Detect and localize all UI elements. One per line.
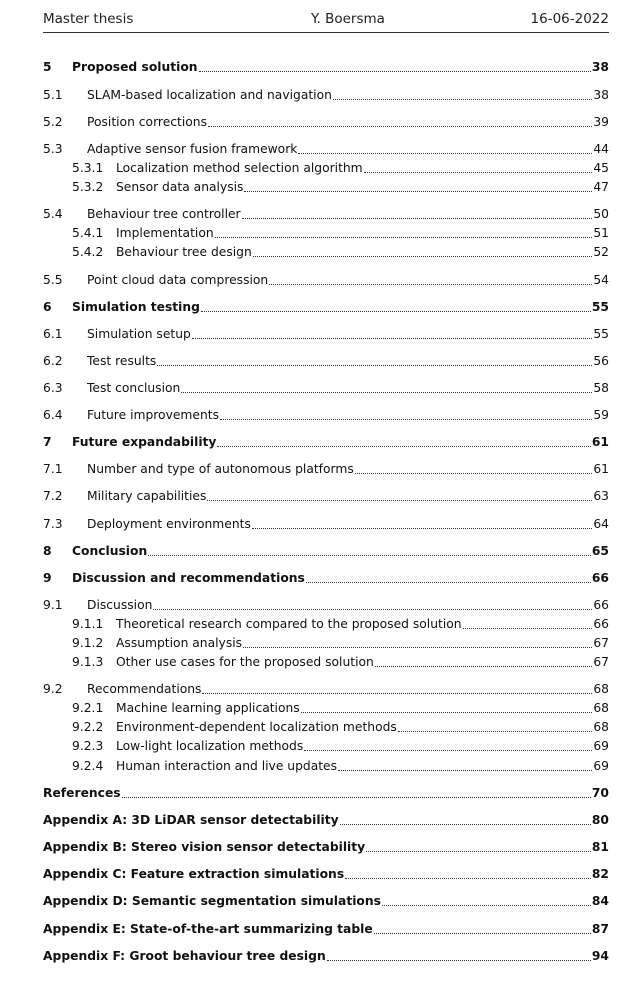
toc-entry-page: 38 xyxy=(593,88,609,102)
toc-entry-title: Other use cases for the proposed solution xyxy=(116,655,374,669)
toc-entry-page: 84 xyxy=(591,894,609,908)
toc-entry-number: 9.2.4 xyxy=(72,759,104,773)
toc-entry-number: 6.4 xyxy=(43,408,63,422)
toc-entry-title: Appendix C: Feature extraction simulations xyxy=(43,867,345,881)
toc-entry-title: Future expandability xyxy=(72,435,217,449)
toc-entry-title: Point cloud data compression xyxy=(87,273,269,287)
toc-entry-title: SLAM-based localization and navigation xyxy=(87,88,332,102)
toc-entry[interactable] xyxy=(43,226,609,242)
dot-leader xyxy=(298,152,592,154)
dot-leader xyxy=(327,959,591,961)
toc-entry-page: 55 xyxy=(591,300,609,314)
toc-entry-title: Environment-dependent localization methods xyxy=(116,720,397,734)
toc-entry-title: Implementation xyxy=(116,226,214,240)
dot-leader xyxy=(122,796,591,798)
toc-entry-title: Behaviour tree design xyxy=(116,245,252,259)
toc-entry[interactable] xyxy=(43,381,609,397)
toc-entry-page: 61 xyxy=(591,435,609,449)
toc-entry-page: 52 xyxy=(593,245,609,259)
dot-leader xyxy=(269,283,592,285)
toc-entry-number: 5.4.1 xyxy=(72,226,104,240)
toc-entry-title: Future improvements xyxy=(87,408,219,422)
toc-entry-number: 5.3.2 xyxy=(72,180,104,194)
toc-entry-page: 61 xyxy=(593,462,609,476)
toc-entry-title: Conclusion xyxy=(72,544,148,558)
toc-entry-page: 64 xyxy=(593,517,609,531)
toc-entry[interactable] xyxy=(43,617,609,633)
dot-leader xyxy=(148,554,591,556)
toc-entry-number: 6 xyxy=(43,300,52,314)
toc-entry-title: Test conclusion xyxy=(87,381,181,395)
dot-leader xyxy=(192,337,593,339)
toc-entry[interactable] xyxy=(43,435,609,451)
dot-leader xyxy=(220,418,592,420)
toc-entry[interactable] xyxy=(43,161,609,177)
toc-entry-page: 80 xyxy=(591,813,609,827)
dot-leader xyxy=(157,364,592,366)
toc-entry[interactable] xyxy=(43,720,609,736)
toc-entry[interactable] xyxy=(43,840,609,856)
dot-leader xyxy=(345,877,591,879)
toc-entry[interactable] xyxy=(43,354,609,370)
toc-entry[interactable] xyxy=(43,115,609,131)
dot-leader xyxy=(338,769,592,771)
dot-leader xyxy=(333,98,592,100)
toc-entry-number: 6.2 xyxy=(43,354,63,368)
toc-entry-page: 70 xyxy=(591,786,609,800)
dot-leader xyxy=(181,391,592,393)
toc-entry-page: 47 xyxy=(593,180,609,194)
dot-leader xyxy=(217,445,590,447)
toc-entry-page: 68 xyxy=(593,701,609,715)
toc-entry-number: 9.1 xyxy=(43,598,63,612)
toc-entry[interactable] xyxy=(43,207,609,223)
toc-entry-page: 63 xyxy=(593,489,609,503)
toc-entry-page: 94 xyxy=(591,949,609,963)
toc-entry-number: 6.1 xyxy=(43,327,63,341)
dot-leader xyxy=(243,646,592,648)
toc-entry[interactable] xyxy=(43,245,609,261)
toc-entry-title: Position corrections xyxy=(87,115,207,129)
toc-entry-title: Simulation setup xyxy=(87,327,191,341)
dot-leader xyxy=(301,711,593,713)
toc-entry-page: 44 xyxy=(593,142,609,156)
toc-entry[interactable] xyxy=(43,300,609,316)
toc-entry[interactable] xyxy=(43,813,609,829)
toc-entry-page: 69 xyxy=(593,759,609,773)
toc-entry-number: 5.2 xyxy=(43,115,63,129)
toc-entry-page: 50 xyxy=(593,207,609,221)
toc-entry-page: 81 xyxy=(591,840,609,854)
dot-leader xyxy=(242,217,593,219)
toc-entry[interactable] xyxy=(43,571,609,587)
toc-entry-page: 51 xyxy=(593,226,609,240)
toc-entry-number: 7.1 xyxy=(43,462,63,476)
toc-entry-title: Adaptive sensor fusion framework xyxy=(87,142,298,156)
toc-entry[interactable] xyxy=(43,327,609,343)
toc-entry-number: 5.1 xyxy=(43,88,63,102)
toc-entry-number: 9.2.2 xyxy=(72,720,104,734)
toc-entry-title: Discussion and recommendations xyxy=(72,571,305,585)
toc-entry-page: 68 xyxy=(593,682,609,696)
toc-entry[interactable] xyxy=(43,544,609,560)
toc-entry-page: 66 xyxy=(593,598,609,612)
toc-entry-number: 8 xyxy=(43,544,52,558)
header-document-type: Master thesis xyxy=(43,11,134,27)
toc-entry[interactable] xyxy=(43,598,609,614)
toc-entry-title: Appendix E: State-of-the-art summarizing table xyxy=(43,922,373,936)
dot-leader xyxy=(355,472,593,474)
toc-entry-title: Human interaction and live updates xyxy=(116,759,338,773)
toc-entry[interactable] xyxy=(43,180,609,196)
toc-entry-number: 7.3 xyxy=(43,517,63,531)
toc-entry-number: 7 xyxy=(43,435,52,449)
toc-entry-title: Military capabilities xyxy=(87,489,207,503)
toc-entry[interactable] xyxy=(43,894,609,910)
toc-entry[interactable] xyxy=(43,489,609,505)
toc-entry-title: Appendix A: 3D LiDAR sensor detectability xyxy=(43,813,339,827)
dot-leader xyxy=(153,608,592,610)
toc-entry-title: Simulation testing xyxy=(72,300,200,314)
toc-entry-number: 5 xyxy=(43,60,52,74)
toc-entry-title: Localization method selection algorithm xyxy=(116,161,363,175)
toc-entry[interactable] xyxy=(43,701,609,717)
dot-leader xyxy=(306,581,591,583)
dot-leader xyxy=(207,499,592,501)
dot-leader xyxy=(364,171,593,173)
toc-entry[interactable] xyxy=(43,142,609,158)
toc-entry[interactable] xyxy=(43,949,609,965)
toc-entry[interactable] xyxy=(43,517,609,533)
toc-entry-number: 9 xyxy=(43,571,52,585)
dot-leader xyxy=(366,850,591,852)
toc-entry-page: 54 xyxy=(593,273,609,287)
toc-entry-number: 9.1.2 xyxy=(72,636,104,650)
toc-entry[interactable] xyxy=(43,462,609,478)
dot-leader xyxy=(215,236,593,238)
header-date: 16-06-2022 xyxy=(530,11,609,27)
toc-entry-title: Deployment environments xyxy=(87,517,251,531)
toc-entry-title: Low-light localization methods xyxy=(116,739,304,753)
toc-entry[interactable] xyxy=(43,273,609,289)
toc-entry-page: 38 xyxy=(591,60,609,74)
dot-leader xyxy=(244,190,592,192)
toc-entry-page: 45 xyxy=(593,161,609,175)
toc-entry-number: 5.4.2 xyxy=(72,245,104,259)
toc-entry[interactable] xyxy=(43,88,609,104)
toc-entry-number: 7.2 xyxy=(43,489,63,503)
toc-entry-page: 58 xyxy=(593,381,609,395)
toc-entry-title: Number and type of autonomous platforms xyxy=(87,462,354,476)
toc-entry-title: Behaviour tree controller xyxy=(87,207,241,221)
toc-entry-title: Discussion xyxy=(87,598,153,612)
toc-entry-page: 59 xyxy=(593,408,609,422)
toc-entry[interactable] xyxy=(43,682,609,698)
page-header xyxy=(43,8,609,33)
toc-entry-title: Appendix F: Groot behaviour tree design xyxy=(43,949,326,963)
toc-entry-page: 82 xyxy=(591,867,609,881)
toc-entry[interactable] xyxy=(43,636,609,652)
toc-entry-title: References xyxy=(43,786,121,800)
toc-entry[interactable] xyxy=(43,922,609,938)
toc-entry[interactable] xyxy=(43,759,609,775)
toc-entry-page: 67 xyxy=(593,655,609,669)
dot-leader xyxy=(201,310,591,312)
toc-entry-number: 9.2.1 xyxy=(72,701,104,715)
toc-entry-page: 87 xyxy=(591,922,609,936)
dot-leader xyxy=(252,527,592,529)
dot-leader xyxy=(463,627,593,629)
dot-leader xyxy=(208,125,592,127)
toc-entry[interactable] xyxy=(43,867,609,883)
dot-leader xyxy=(375,665,593,667)
toc-entry-number: 9.1.3 xyxy=(72,655,104,669)
toc-entry-page: 39 xyxy=(593,115,609,129)
toc-entry-page: 65 xyxy=(591,544,609,558)
toc-entry-page: 66 xyxy=(591,571,609,585)
toc-entry-number: 5.5 xyxy=(43,273,63,287)
toc-entry-number: 5.3 xyxy=(43,142,63,156)
dot-leader xyxy=(304,749,592,751)
toc-entry[interactable] xyxy=(43,408,609,424)
toc-entry[interactable] xyxy=(43,655,609,671)
toc-entry-number: 9.1.1 xyxy=(72,617,104,631)
toc-entry-title: Machine learning applications xyxy=(116,701,300,715)
dot-leader xyxy=(202,692,592,694)
header-author: Y. Boersma xyxy=(311,11,385,27)
toc-entry[interactable] xyxy=(43,739,609,755)
dot-leader xyxy=(382,904,591,906)
toc-entry-number: 5.3.1 xyxy=(72,161,104,175)
toc-entry-page: 56 xyxy=(593,354,609,368)
toc-entry-title: Theoretical research compared to the proposed solution xyxy=(116,617,462,631)
toc-entry-title: Appendix B: Stereo vision sensor detectability xyxy=(43,840,366,854)
toc-entry-title: Assumption analysis xyxy=(116,636,243,650)
toc-entry-number: 6.3 xyxy=(43,381,63,395)
toc-entry-title: Test results xyxy=(87,354,157,368)
toc-entry-number: 9.2 xyxy=(43,682,63,696)
toc-entry[interactable] xyxy=(43,786,609,802)
toc-entry-page: 55 xyxy=(593,327,609,341)
toc-entry-title: Appendix D: Semantic segmentation simulations xyxy=(43,894,381,908)
dot-leader xyxy=(340,823,591,825)
toc-entry-title: Sensor data analysis xyxy=(116,180,244,194)
dot-leader xyxy=(398,730,593,732)
toc-entry-number: 9.2.3 xyxy=(72,739,104,753)
toc-entry-page: 69 xyxy=(593,739,609,753)
toc-entry-title: Recommendations xyxy=(87,682,202,696)
dot-leader xyxy=(374,932,591,934)
toc-entry-page: 66 xyxy=(593,617,609,631)
toc-entry-page: 67 xyxy=(593,636,609,650)
toc-entry-number: 5.4 xyxy=(43,207,63,221)
toc-entry-page: 68 xyxy=(593,720,609,734)
toc-entry-title: Proposed solution xyxy=(72,60,198,74)
dot-leader xyxy=(199,70,591,72)
dot-leader xyxy=(253,255,593,257)
toc-entry[interactable] xyxy=(43,60,609,76)
